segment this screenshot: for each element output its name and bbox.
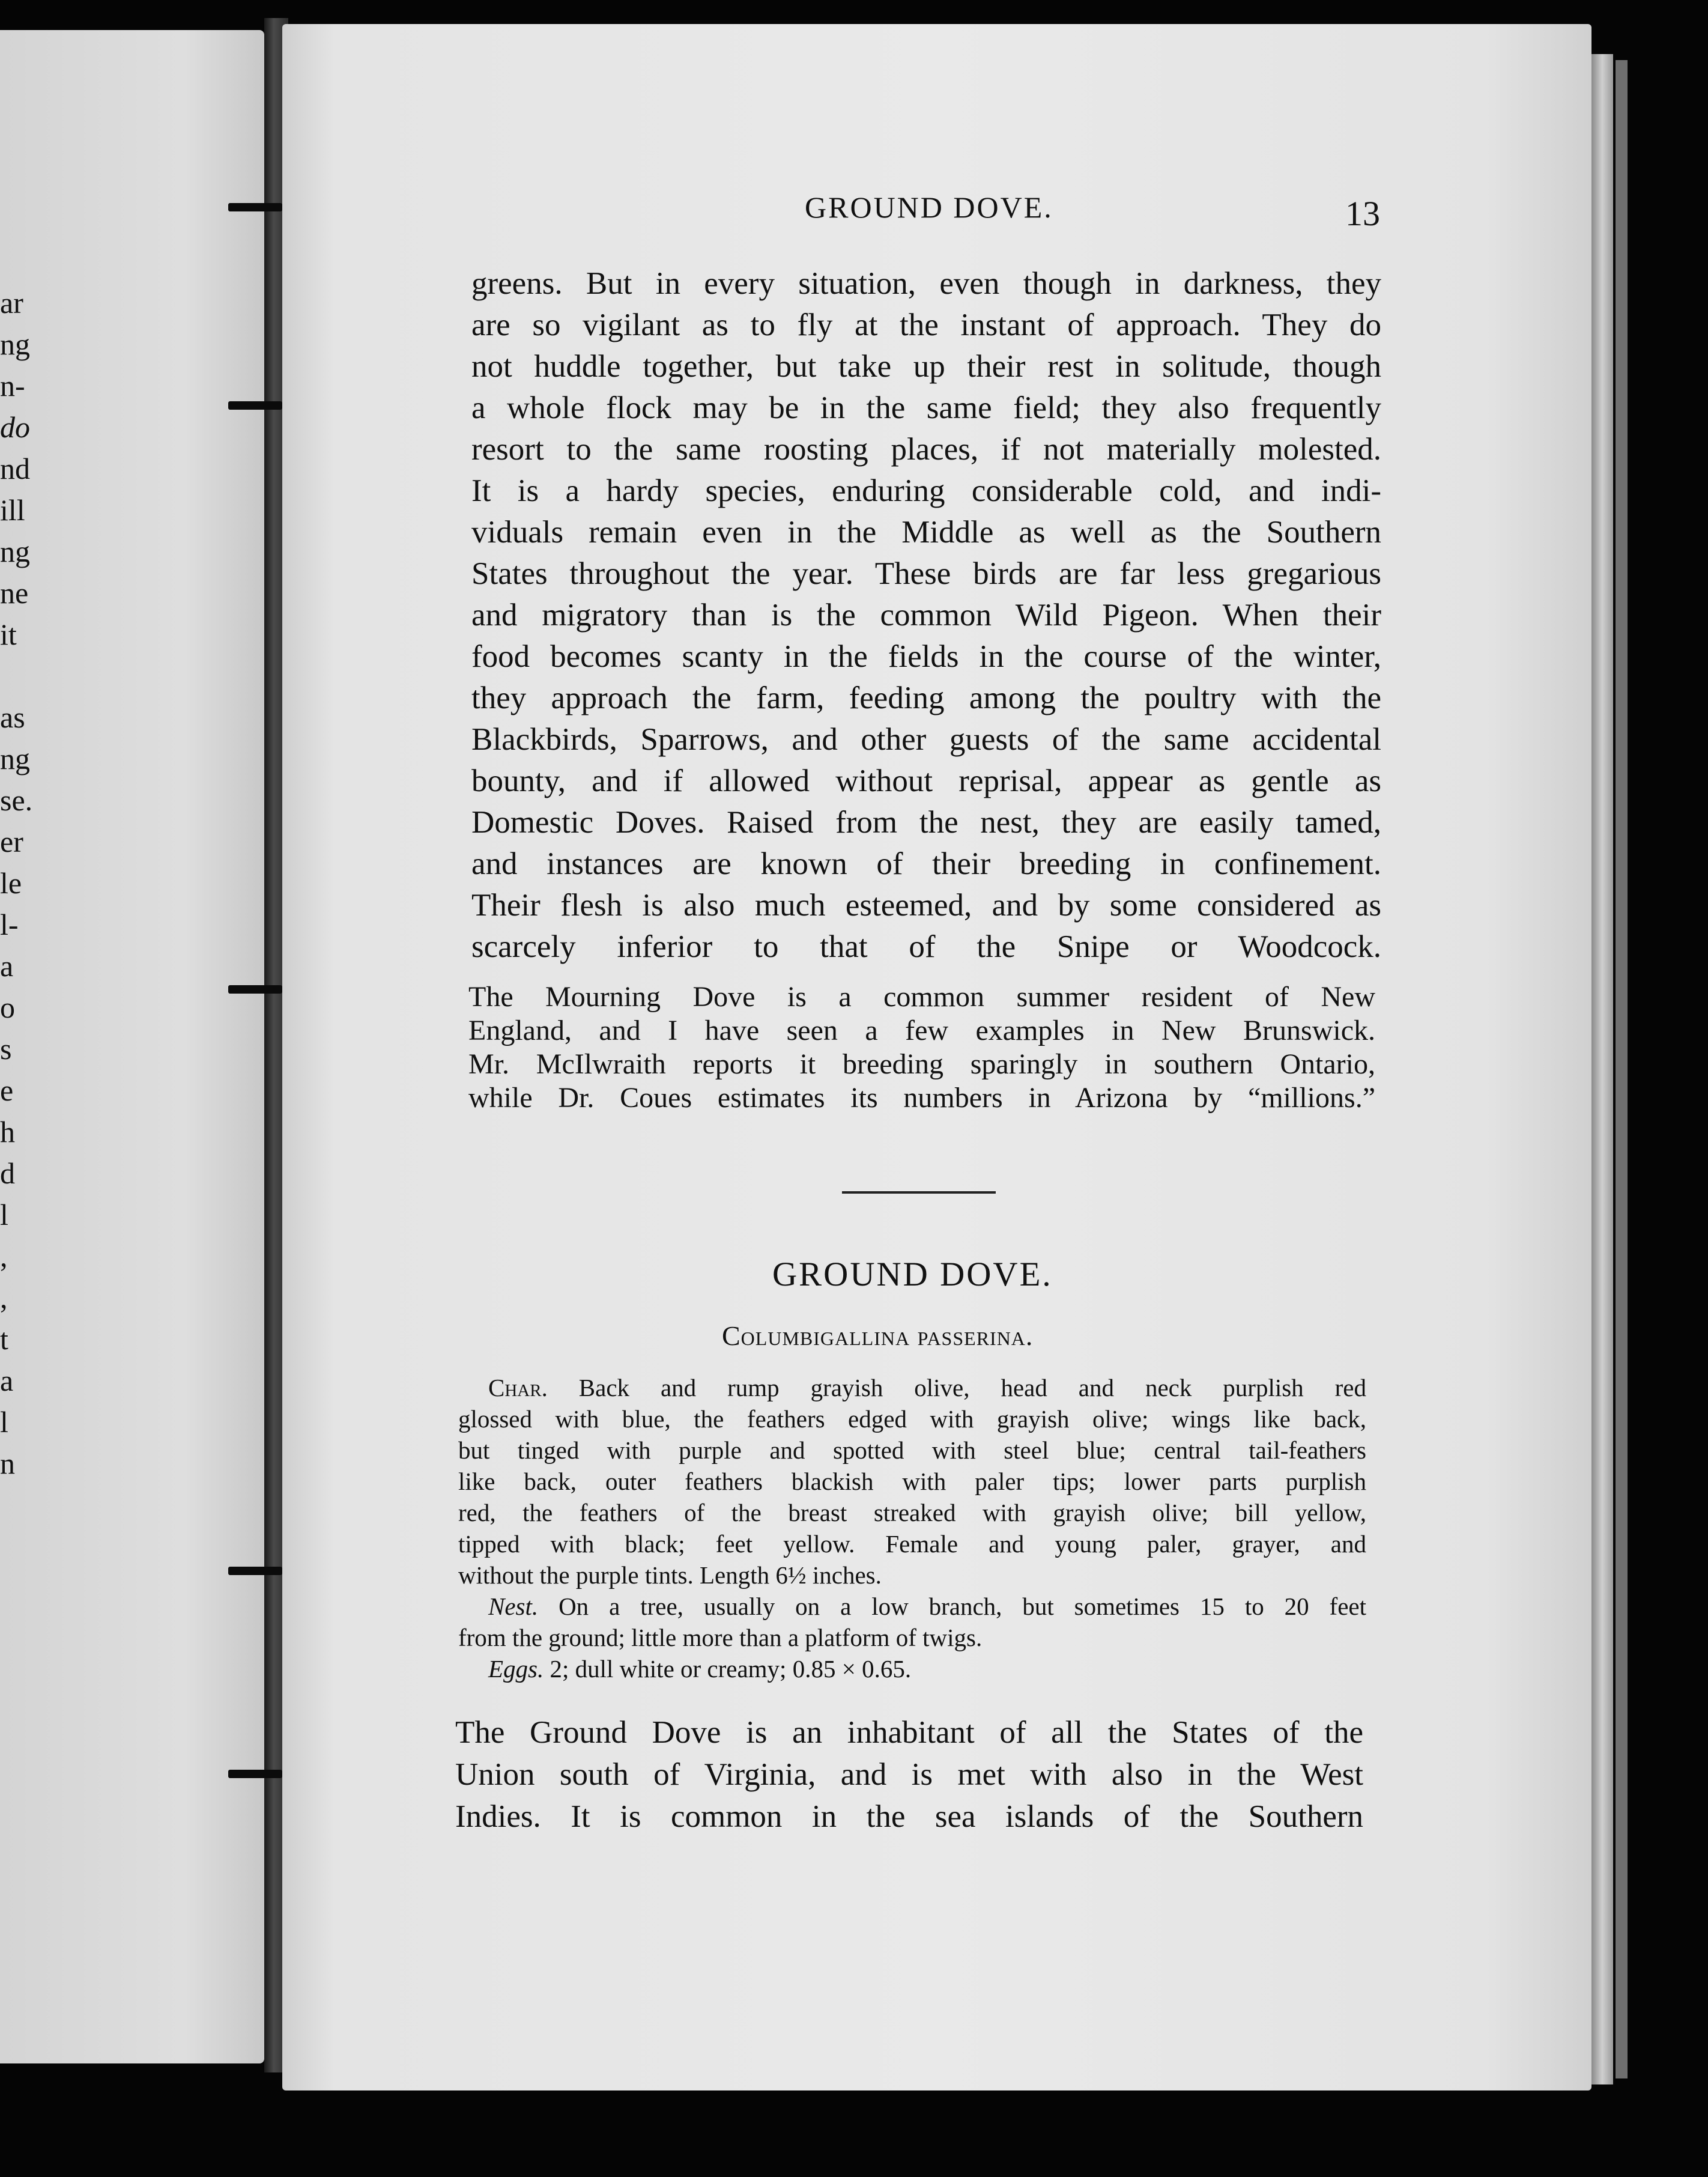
- nest-label: Nest.: [488, 1593, 539, 1620]
- char-line: like back, outer feathers blackish with paler tips; lower parts purplish: [458, 1468, 1366, 1495]
- left-page-fragment: se.: [0, 783, 33, 817]
- text-line: while Dr. Coues estimates its numbers in Arizona by “millions.”: [468, 1082, 1375, 1114]
- char-line: tipped with black; feet yellow. Female and young paler, grayer, and: [458, 1530, 1366, 1558]
- species-description: [458, 1372, 1366, 1684]
- char-line: red, the feathers of the breast streaked with grayish olive; bill yellow,: [458, 1499, 1366, 1526]
- left-page-fragment: do: [0, 410, 30, 444]
- text-line: and instances are known of their breeding in confinement.: [471, 846, 1381, 881]
- left-page-fragment: ng: [0, 742, 30, 776]
- char-line: without the purple tints. Length 6½ inches.: [458, 1561, 882, 1589]
- left-page-fragment: a: [0, 1364, 14, 1397]
- binding-stitch: [228, 203, 282, 211]
- text-line: States throughout the year. These birds are far less gregarious: [471, 556, 1381, 591]
- paragraph-1: [471, 263, 1381, 968]
- text-line: Blackbirds, Sparrows, and other guests of the same accidental: [471, 722, 1381, 757]
- left-page-fragment: le: [0, 866, 22, 900]
- left-page-fragment: ne: [0, 576, 29, 610]
- text-line: Mr. McIlwraith reports it breeding sparingly in southern Ontario,: [468, 1048, 1375, 1080]
- left-page-fragment: h: [0, 1115, 15, 1149]
- nest-line: from the ground; little more than a platform of twigs.: [458, 1624, 983, 1651]
- section-divider: [842, 1191, 996, 1194]
- text-line: greens. But in every situation, even though in darkness, they: [471, 266, 1381, 301]
- text-line: resort to the same roosting places, if not materially molested.: [471, 432, 1381, 467]
- left-page-fragment: t: [0, 1322, 8, 1356]
- left-page-fragment: e: [0, 1073, 14, 1107]
- left-page-fragment: a: [0, 949, 14, 983]
- text-line: food becomes scanty in the fields in the course of the winter,: [471, 639, 1381, 674]
- char-line: [458, 1372, 1366, 1403]
- left-page-text-fragments: [0, 282, 42, 1484]
- left-page-fragment: er: [0, 825, 23, 858]
- char-label: Char.: [488, 1374, 548, 1401]
- species-latin-name: Columbigallina passerina.: [722, 1320, 1034, 1351]
- binding-stitch: [228, 985, 282, 994]
- binding-stitch: [228, 401, 282, 410]
- left-facing-page: [0, 30, 264, 2063]
- page-number: 13: [1345, 194, 1380, 233]
- left-page-fragment: n-: [0, 369, 25, 402]
- nest-line: [458, 1591, 1366, 1622]
- text-line: scarcely inferior to that of the Snipe or Woodcock.: [471, 929, 1381, 964]
- text-line: Their flesh is also much esteemed, and by some considered as: [471, 888, 1381, 923]
- char-text: Back and rump grayish olive, head and neck purplish red: [547, 1374, 1366, 1401]
- text-line: viduals remain even in the Middle as well as the Southern: [471, 515, 1381, 550]
- text-line: It is a hardy species, enduring considerable cold, and indi-: [471, 473, 1381, 508]
- left-page-fragment: as: [0, 700, 25, 734]
- eggs-line: [458, 1653, 1366, 1684]
- text-line: they approach the farm, feeding among the poultry with the: [471, 681, 1381, 715]
- page-edge-shadow: [1616, 60, 1628, 2078]
- nest-text: On a tree, usually on a low branch, but sometimes 15 to 20 feet: [538, 1593, 1366, 1620]
- page-edge: [1591, 54, 1613, 2084]
- left-page-fragment: ,: [0, 1281, 8, 1314]
- left-page-fragment: nd: [0, 452, 30, 485]
- text-line: not huddle together, but take up their rest in solitude, though: [471, 349, 1381, 384]
- text-line: The Ground Dove is an inhabitant of all the States of the: [455, 1715, 1363, 1750]
- char-line: glossed with blue, the feathers edged with grayish olive; wings like back,: [458, 1405, 1366, 1433]
- text-line: The Mourning Dove is a common summer resident of New: [468, 981, 1375, 1013]
- paragraph-3: [455, 1711, 1363, 1838]
- left-page-fragment: d: [0, 1156, 15, 1190]
- left-page-fragment: ng: [0, 327, 30, 361]
- eggs-label: Eggs.: [488, 1655, 544, 1683]
- text-line: Domestic Doves. Raised from the nest, they are easily tamed,: [471, 805, 1381, 840]
- left-page-fragment: ill: [0, 493, 25, 527]
- left-page-fragment: ng: [0, 535, 30, 568]
- left-page-fragment: o: [0, 991, 15, 1024]
- species-heading: GROUND DOVE.: [772, 1255, 1053, 1293]
- text-line: bounty, and if allowed without reprisal, appear as gentle as: [471, 764, 1381, 798]
- text-line: a whole flock may be in the same field; they also frequently: [471, 390, 1381, 425]
- binding-stitch: [228, 1770, 282, 1778]
- left-page-fragment: l: [0, 1405, 8, 1439]
- text-line: England, and I have seen a few examples in New Brunswick.: [468, 1015, 1375, 1046]
- left-page-fragment: l-: [0, 908, 19, 941]
- running-head: GROUND DOVE.: [805, 190, 1053, 224]
- left-page-fragment: ,: [0, 1239, 8, 1273]
- left-page-fragment: n: [0, 1447, 15, 1480]
- text-line: Indies. It is common in the sea islands of the Southern: [455, 1799, 1363, 1834]
- left-page-fragment: ar: [0, 286, 23, 320]
- left-page-fragment: it: [0, 618, 17, 651]
- text-line: Union south of Virginia, and is met with also in the West: [455, 1757, 1363, 1792]
- left-page-fragment: [0, 655, 42, 697]
- left-page-fragment: l: [0, 1198, 8, 1231]
- paragraph-2: [468, 980, 1375, 1115]
- eggs-text: 2; dull white or creamy; 0.85 × 0.65.: [544, 1655, 912, 1683]
- binding-stitch: [228, 1567, 282, 1575]
- left-page-fragment: s: [0, 1032, 12, 1066]
- text-line: and migratory than is the common Wild Pigeon. When their: [471, 598, 1381, 633]
- char-line: but tinged with purple and spotted with steel blue; central tail-feathers: [458, 1436, 1366, 1464]
- text-line: are so vigilant as to fly at the instant of approach. They do: [471, 308, 1381, 342]
